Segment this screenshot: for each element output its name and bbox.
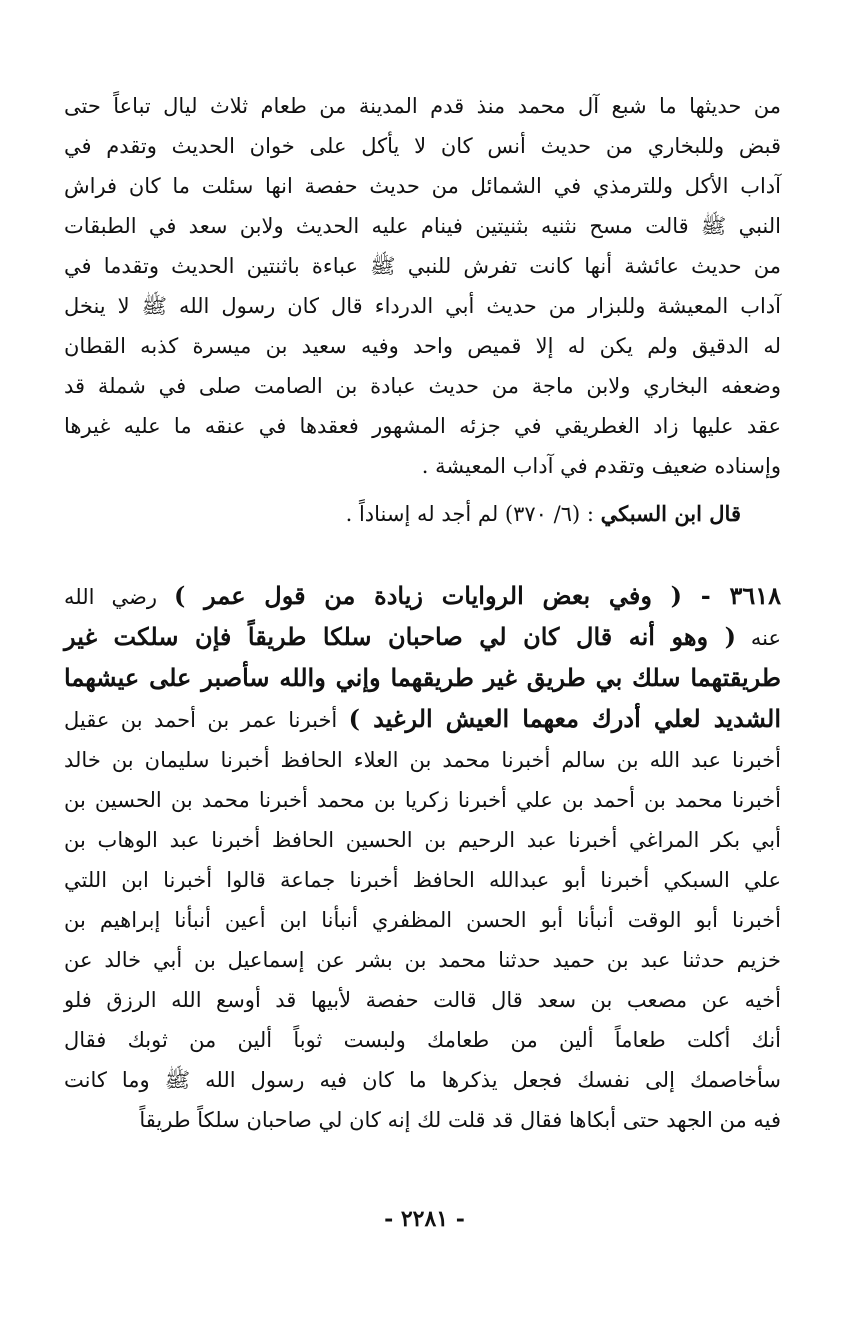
hadith-quote: الشديد لعلي أدرك معهما العيش الرغيد )	[348, 704, 781, 733]
section-line: أخبرنا عبد الله بن سالم أخبرنا محمد بن العلاء الحافظ أخبرنا سليمان بن خالد	[64, 748, 781, 772]
section-text: أخبرنا عمر بن أحمد بن عقيل	[64, 708, 349, 732]
section-line: أخبرنا أبو الوقت أنبأنا أبو الحسن المظفري أنبأنا ابن أعين أنبأنا إبراهيم بن	[64, 908, 781, 932]
page-number: - ٢٢٨١ -	[384, 1206, 465, 1232]
section-line: علي السبكي أخبرنا أبو عبدالله الحافظ أخبرنا جماعة قالوا أخبرنا ابن اللتي	[64, 868, 781, 892]
section-text: عنه	[736, 626, 781, 650]
section-line: سأخاصمك إلى نفسك فجعل يذكرها ما كان فيه رسول الله ﷺ وما كانت	[64, 1068, 781, 1092]
section-line: أنك أكلت طعاماً ألين من طعامك ولبست ثوباً ألين من ثوبك فقال	[64, 1028, 781, 1052]
text-line: له الدقيق ولم يكن له إلا قميص واحد وفيه سعيد بن ميسرة كذبه القطان	[64, 334, 781, 358]
commentary-paragraph	[64, 86, 781, 486]
text-line: آداب المعيشة وللبزار من حديث أبي الدرداء قال كان رسول الله ﷺ لا ينخل	[64, 294, 781, 318]
text-line: عقد عليها زاد الغطريقي في جزئه المشهور فعقدها في عنقه ما عليه غيرها	[64, 414, 781, 438]
hadith-heading: ٣٦١٨ - ( وفي بعض الروايات زيادة من قول عمر )	[174, 581, 781, 610]
section-line: أخبرنا محمد بن أحمد بن علي أخبرنا زكريا بن محمد أخبرنا محمد بن الحسين بن	[64, 788, 781, 812]
hadith-section	[64, 576, 781, 1140]
text-line: آداب الأكل وللترمذي في الشمائل من حديث حفصة انها سئلت ما كان فراش	[64, 174, 781, 198]
section-line: أخيه عن مصعب بن سعد قال قالت حفصة لأبيها قد أوسع الله الرزق فلو	[64, 988, 781, 1012]
section-line: خزيم حدثنا عبد بن حميد حدثنا محمد بن بشر عن إسماعيل بن أبي خالد عن	[64, 948, 782, 972]
hadith-quote: ( وهو أنه قال كان لي صاحبان سلكا طريقاً فإن سلكت غير	[64, 622, 737, 651]
section-line	[64, 699, 781, 740]
text-line: من حديث عائشة أنها كانت تفرش للنبي ﷺ عباءة باثنتين الحديث وتقدما في	[64, 254, 781, 278]
subki-note	[64, 494, 781, 534]
section-text: رضي الله	[64, 585, 175, 609]
subki-text: : (٦/ ٣٧٠) لم أجد له إسناداً .	[345, 502, 601, 526]
section-line	[64, 658, 781, 699]
section-line: فيه من الجهد حتى أبكاها فقال قد قلت لك إنه كان لي صاحبان سلكاً طريقاً	[139, 1108, 781, 1132]
text-line: وضعفه البخاري ولابن ماجة من حديث عبادة بن الصامت صلى في شملة قد	[64, 374, 781, 398]
subki-label: قال ابن السبكي	[600, 501, 741, 526]
text-line: قبض وللبخاري من حديث أنس كان لا يأكل على خوان الحديث وتقدم في	[64, 134, 781, 158]
text-line: وإسناده ضعيف وتقدم في آداب المعيشة .	[421, 454, 781, 478]
text-line: النبي ﷺ قالت مسح نثنيه بثنيتين فينام عليه الحديث ولابن سعد في الطبقات	[64, 214, 781, 238]
section-line	[64, 617, 781, 658]
section-line	[64, 576, 781, 617]
section-line: أبي بكر المراغي أخبرنا عبد الرحيم بن الحسين الحافظ أخبرنا عبد الوهاب بن	[64, 828, 781, 852]
text-line: من حديثها ما شبع آل محمد منذ قدم المدينة من طعام ثلاث ليال تباعاً حتى	[64, 94, 781, 118]
hadith-quote: طريقتهما سلك بي طريق غير طريقهما وإني والله سأصبر على عيشهما	[64, 663, 781, 692]
